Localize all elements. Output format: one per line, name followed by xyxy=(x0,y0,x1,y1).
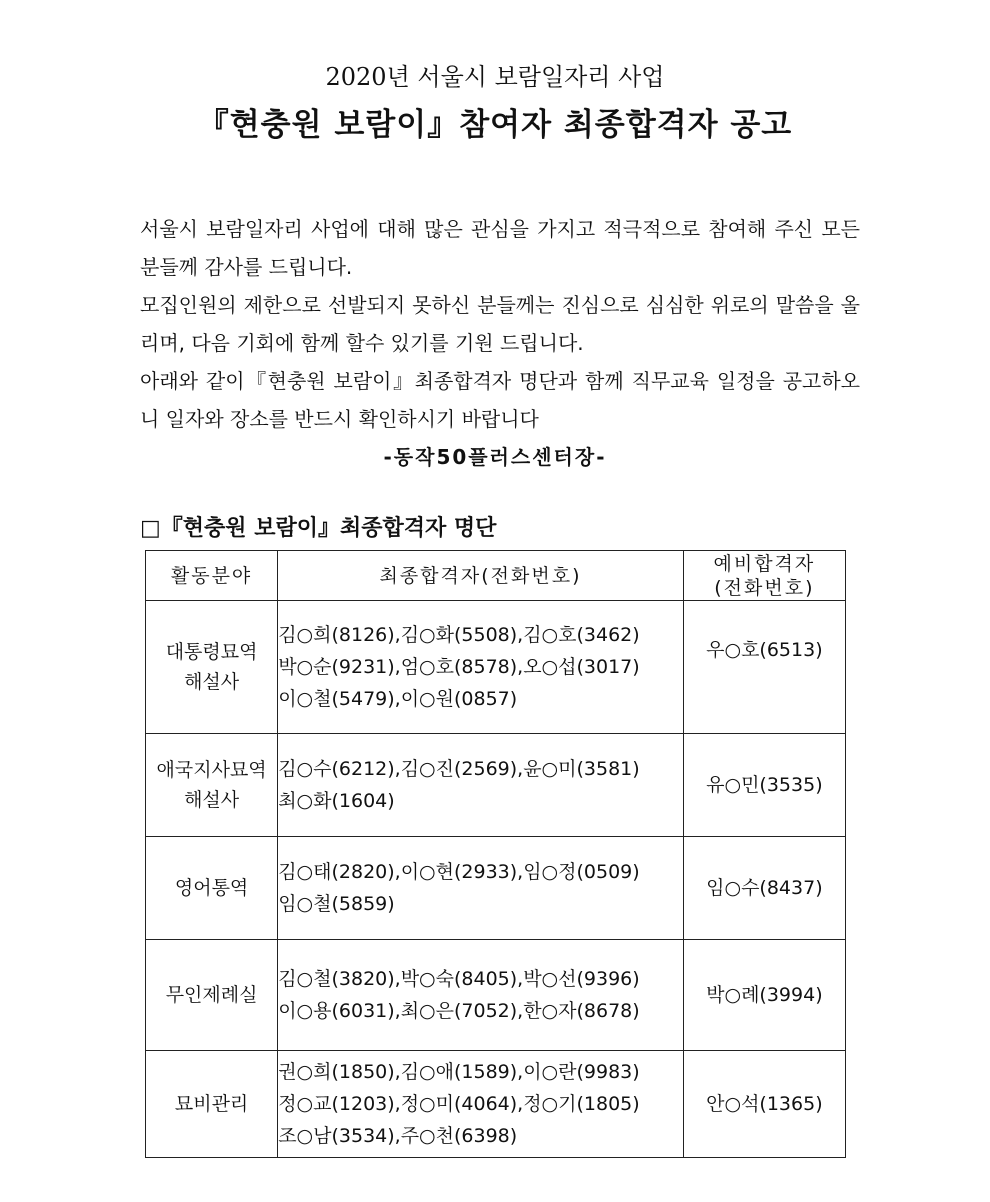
header-reserve: 예비합격자 (전화번호) xyxy=(683,551,845,601)
final-line: 김○철(3820),박○숙(8405),박○선(9396) xyxy=(278,968,640,990)
table-header-row xyxy=(146,551,846,601)
table-row xyxy=(146,837,846,940)
final-cell xyxy=(278,837,684,940)
reserve-cell: 유○민(3535) xyxy=(683,734,845,837)
paragraph-condolence: 모집인원의 제한으로 선발되지 못하신 분들께는 진심으로 심심한 위로의 말씀을 올리며, 다음 기회에 함께 할수 있기를 기원 드립니다. xyxy=(140,293,860,355)
title-line-1: 2020년 서울시 보람일자리 사업 xyxy=(325,63,665,91)
final-line: 김○수(6212),김○진(2569),윤○미(3581) xyxy=(278,758,640,780)
final-line: 조○남(3534),주○천(6398) xyxy=(278,1125,518,1147)
final-cell xyxy=(278,940,684,1051)
reserve-cell: 임○수(8437) xyxy=(683,837,845,940)
signature: -동작50플러스센터장- xyxy=(383,445,607,469)
table-row xyxy=(146,734,846,837)
header-final: 최종합격자(전화번호) xyxy=(278,551,684,601)
paragraph-notice: 아래와 같이『현충원 보람이』최종합격자 명단과 함께 직무교육 일정을 공고하오니 일자와 장소를 반드시 확인하시기 바랍니다 xyxy=(140,369,860,431)
section-heading: □『현충원 보람이』최종합격자 명단 xyxy=(140,516,497,541)
paragraph-thanks: 서울시 보람일자리 사업에 대해 많은 관심을 가지고 적극적으로 참여해 주신 모든 분들께 감사를 드립니다. xyxy=(140,217,860,279)
final-line: 임○철(5859) xyxy=(278,893,395,915)
header-field: 활동분야 xyxy=(146,551,278,601)
field-cell: 무인제례실 xyxy=(146,940,278,1051)
final-line: 권○희(1850),김○애(1589),이○란(9983) xyxy=(278,1061,640,1083)
reserve-cell: 안○석(1365) xyxy=(683,1051,845,1158)
final-line: 최○화(1604) xyxy=(278,790,395,812)
final-line: 정○교(1203),정○미(4064),정○기(1805) xyxy=(278,1093,640,1115)
field-cell: 영어통역 xyxy=(146,837,278,940)
field-cell: 묘비관리 xyxy=(146,1051,278,1158)
final-line: 박○순(9231),엄○호(8578),오○섭(3017) xyxy=(278,656,640,678)
final-cell xyxy=(278,601,684,734)
reserve-cell: 박○례(3994) xyxy=(683,940,845,1051)
reserve-cell: 우○호(6513) xyxy=(683,601,845,734)
final-line: 김○태(2820),이○현(2933),임○정(0509) xyxy=(278,861,640,883)
final-line: 이○철(5479),이○원(0857) xyxy=(278,688,518,710)
results-table xyxy=(145,550,846,1158)
table-row xyxy=(146,1051,846,1158)
table-row xyxy=(146,601,846,734)
title-line-2: 『현충원 보람이』참여자 최종합격자 공고 xyxy=(197,107,793,143)
final-cell xyxy=(278,734,684,837)
table-row xyxy=(146,940,846,1051)
field-cell: 애국지사묘역 해설사 xyxy=(146,734,278,837)
final-cell xyxy=(278,1051,684,1158)
field-cell: 대통령묘역 해설사 xyxy=(146,601,278,734)
final-line: 김○희(8126),김○화(5508),김○호(3462) xyxy=(278,624,640,646)
final-line: 이○용(6031),최○은(7052),한○자(8678) xyxy=(278,1000,640,1022)
